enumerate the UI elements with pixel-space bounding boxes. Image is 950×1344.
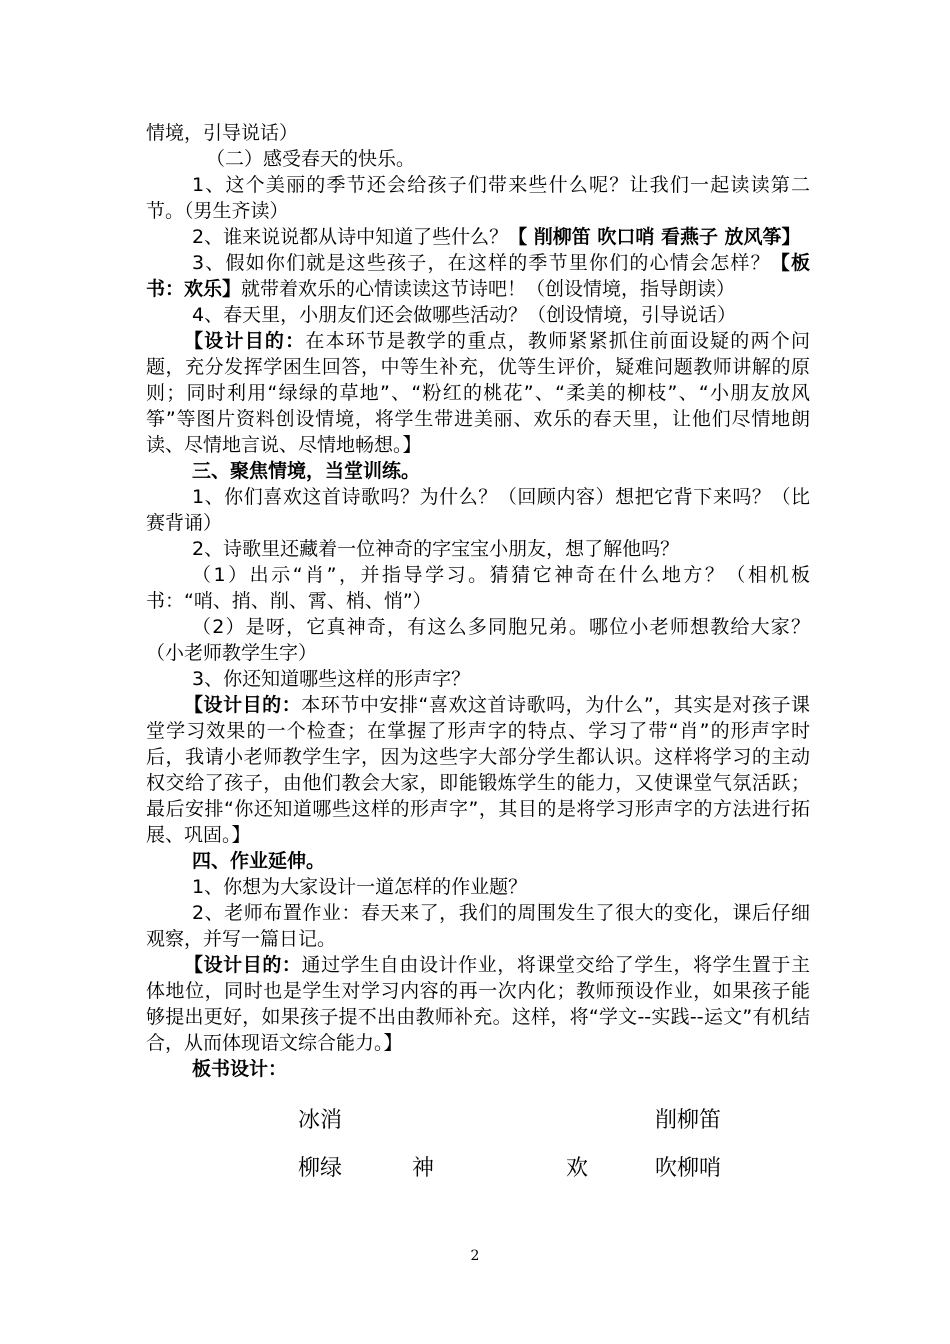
text-run: 1、你们喜欢这首诗歌吗？为什么？（回顾内容）想把它背下来吗？（比赛背诵） [146,486,810,534]
paragraph [146,250,810,302]
text-run: （2）是呀，它真神奇，有这么多同胞兄弟。哪位小老师想教给大家？（小老师教学生字） [146,616,810,664]
paragraph [146,146,810,172]
text-run: 就带着欢乐的心情读读这节诗吧！（创设情境，指导朗读） [241,278,736,300]
page-number: 2 [470,1248,480,1264]
text-run: 四、作业延伸。 [192,850,326,872]
board-row2-c: 欢 [566,1156,589,1181]
text-run: 【板书：欢乐】 [146,252,810,300]
text-run: 【设计目的： [184,330,306,352]
paragraph [146,328,810,458]
text-run: 1、你想为大家设计一道怎样的作业题？ [192,876,528,898]
paragraph [146,302,810,328]
paragraph [146,666,810,692]
board-row1-right: 削柳笛 [655,1108,722,1133]
text-run: 【设计目的： [184,694,302,716]
paragraph [146,614,810,666]
paragraph [146,692,810,848]
text-run: 3、你还知道哪些这样的形声字？ [192,668,471,690]
paragraph [146,172,810,224]
text-run: 在本环节是教学的重点，教师紧紧抓住前面设疑的两个问题，充分发挥学困生回答，中等生补充，优等生评价，疑难问题教师讲解的原则；同时利用“绿绿的草地”、“粉红的桃花”、“柔美的柳枝”、“小朋友放风筝”等图片资料创设情境，将学生带进美丽、欢乐的春天里，让他们尽情地朗读、尽情地言说、尽情地畅想。】 [146,330,810,456]
text-run: （二）感受春天的快乐。 [206,148,416,170]
paragraph [146,900,810,952]
paragraph [146,224,810,250]
text-run: 【 削柳笛 吹口哨 看燕子 放风筝】 [508,226,801,248]
text-run: 【设计目的： [184,954,302,976]
paragraph [146,874,810,900]
text-run: 三、聚焦情境，当堂训练。 [192,460,421,482]
paragraph [146,1056,810,1082]
text-run: 2、诗歌里还藏着一位神奇的字宝宝小朋友，想了解他吗？ [192,538,680,560]
paragraph [146,120,810,146]
text-run: 本环节中安排“喜欢这首诗歌吗，为什么”，其实是对孩子课堂学习效果的一个检查；在掌握了形声字的特点、学习了带“肖”的形声字时后，我请小老师教学生字，因为这些字大部分学生都认识。这样将学习的主动权交给了孩子，由他们教会大家，即能锻炼学生的能力，又使课堂气氛活跃；最后安排“你还知道哪些这样的形声字”，其目的是将学习形声字的方法进行拓展、巩固。】 [146,694,810,846]
text-run: 4、春天里，小朋友们还会做哪些活动？（创设情境，引导说话） [192,304,737,326]
paragraph [146,484,810,536]
paragraph [146,458,810,484]
board-row2-a: 柳绿 [298,1156,343,1181]
text-run: 2、老师布置作业：春天来了，我们的周围发生了很大的变化，课后仔细观察，并写一篇日记。 [146,902,810,950]
paragraph [146,562,810,614]
text-run: 通过学生自由设计作业，将课堂交给了学生，将学生置于主体地位，同时也是学生对学习内容的再一次内化；教师预设作业，如果孩子能够提出更好，如果孩子提不出由教师补充。这样，将“学文--实践--运文”有机结合，从而体现语文综合能力。】 [146,954,810,1054]
paragraph [146,536,810,562]
board-row2-d: 吹柳哨 [655,1156,722,1181]
paragraph [146,952,810,1056]
text-run: 1、这个美丽的季节还会给孩子们带来些什么呢？让我们一起读读第二节。（男生齐读） [146,174,810,222]
board-row2-b: 神 [412,1156,435,1181]
text-run: 情境，引导说话） [146,122,299,144]
paragraph [146,848,810,874]
text-run: （1）出示“肖”，并指导学习。猜猜它神奇在什么地方？（相机板书：“哨、捎、削、霄、梢、悄”） [146,564,810,612]
text-run: 3、假如你们就是这些孩子，在这样的季节里你们的心情会怎样？ [192,252,771,274]
text-run: 2、谁来说说都从诗中知道了些什么？ [192,226,509,248]
board-row1-left: 冰消 [298,1108,343,1133]
document-body [146,120,810,1082]
text-run: 板书设计： [192,1058,288,1080]
